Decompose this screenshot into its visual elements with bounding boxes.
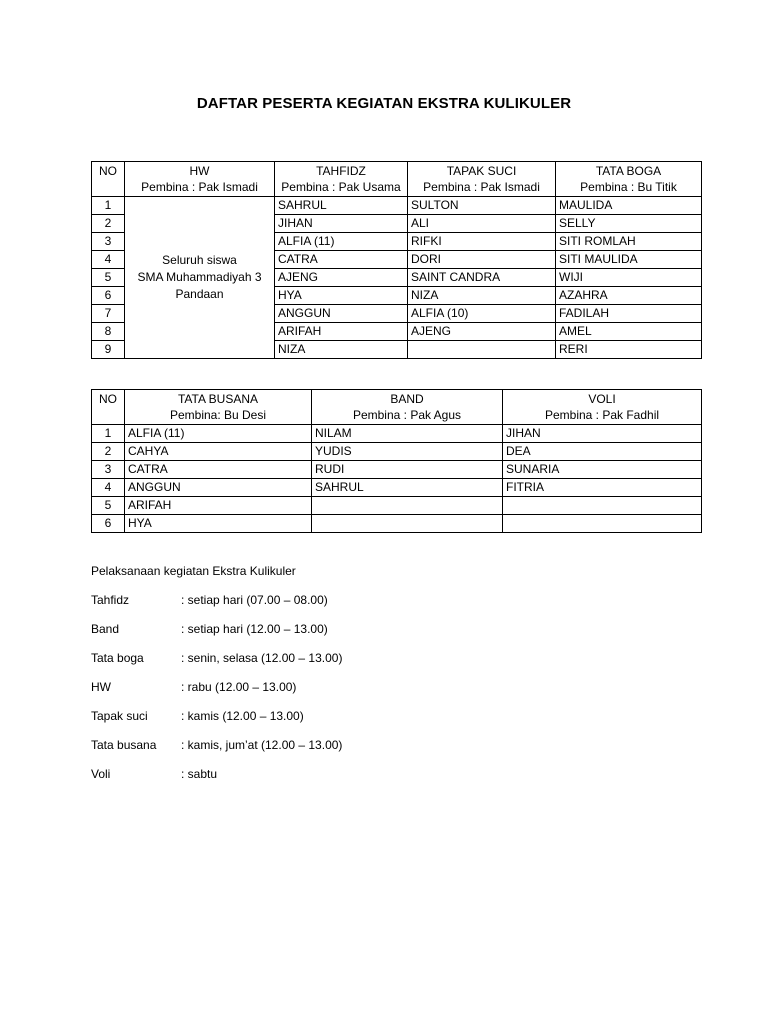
tahfidz-cell: NIZA — [275, 341, 408, 359]
row-number: 4 — [92, 479, 125, 497]
schedule-value: : setiap hari (07.00 – 08.00) — [181, 593, 328, 607]
header-hw: HW Pembina : Pak Ismadi — [125, 162, 275, 197]
tapak-suci-cell: SAINT CANDRA — [408, 269, 556, 287]
schedule-label: Tata boga — [91, 651, 144, 665]
schedule-item — [91, 679, 342, 708]
schedule-section — [91, 563, 342, 795]
row-number: 5 — [92, 269, 125, 287]
voli-cell — [503, 515, 702, 533]
schedule-item — [91, 592, 342, 621]
voli-cell: DEA — [503, 443, 702, 461]
voli-cell — [503, 497, 702, 515]
schedule-item — [91, 650, 342, 679]
table-row — [92, 479, 702, 497]
table-row — [92, 497, 702, 515]
participants-table-1 — [91, 161, 702, 359]
tapak-suci-cell — [408, 341, 556, 359]
header-voli: VOLI Pembina : Pak Fadhil — [503, 390, 702, 425]
tata-boga-cell: SITI ROMLAH — [556, 233, 702, 251]
header-no: NO — [92, 162, 125, 197]
band-cell — [312, 515, 503, 533]
tata-busana-cell: ARIFAH — [125, 497, 312, 515]
tahfidz-cell: ARIFAH — [275, 323, 408, 341]
tata-boga-cell: AMEL — [556, 323, 702, 341]
row-number: 1 — [92, 197, 125, 215]
tata-boga-cell: FADILAH — [556, 305, 702, 323]
schedule-intro: Pelaksanaan kegiatan Ekstra Kulikuler — [91, 564, 296, 578]
table-header-row — [92, 162, 702, 197]
tata-boga-cell: SELLY — [556, 215, 702, 233]
schedule-label: Band — [91, 622, 120, 636]
voli-cell: SUNARIA — [503, 461, 702, 479]
band-cell — [312, 497, 503, 515]
schedule-value: : kamis (12.00 – 13.00) — [181, 709, 304, 723]
row-number: 4 — [92, 251, 125, 269]
tahfidz-cell: HYA — [275, 287, 408, 305]
tahfidz-cell: SAHRUL — [275, 197, 408, 215]
header-band: BAND Pembina : Pak Agus — [312, 390, 503, 425]
table-row — [92, 443, 702, 461]
header-tapak-suci: TAPAK SUCI Pembina : Pak Ismadi — [408, 162, 556, 197]
tata-boga-cell: WIJI — [556, 269, 702, 287]
schedule-label: Tata busana — [91, 738, 157, 752]
header-tata-busana: TATA BUSANA Pembina: Bu Desi — [125, 390, 312, 425]
tapak-suci-cell: NIZA — [408, 287, 556, 305]
row-number: 9 — [92, 341, 125, 359]
schedule-label: Tapak suci — [91, 709, 148, 723]
schedule-label: HW — [91, 680, 111, 694]
document-title: DAFTAR PESERTA KEGIATAN EKSTRA KULIKULER — [196, 95, 572, 112]
tahfidz-cell: ALFIA (11) — [275, 233, 408, 251]
row-number: 8 — [92, 323, 125, 341]
row-number: 2 — [92, 443, 125, 461]
tapak-suci-cell: AJENG — [408, 323, 556, 341]
table-row — [92, 515, 702, 533]
schedule-value: : rabu (12.00 – 13.00) — [181, 680, 297, 694]
tata-busana-cell: CAHYA — [125, 443, 312, 461]
voli-cell: JIHAN — [503, 425, 702, 443]
schedule-value: : kamis, jum’at (12.00 – 13.00) — [181, 738, 343, 752]
header-tahfidz: TAHFIDZ Pembina : Pak Usama — [275, 162, 408, 197]
schedule-item — [91, 621, 342, 650]
tata-busana-cell: CATRA — [125, 461, 312, 479]
band-cell: RUDI — [312, 461, 503, 479]
row-number: 6 — [92, 515, 125, 533]
table-row — [92, 461, 702, 479]
band-cell: SAHRUL — [312, 479, 503, 497]
tahfidz-cell: JIHAN — [275, 215, 408, 233]
tapak-suci-cell: DORI — [408, 251, 556, 269]
row-number: 1 — [92, 425, 125, 443]
header-tata-boga: TATA BOGA Pembina : Bu Titik — [556, 162, 702, 197]
table-header-row — [92, 390, 702, 425]
schedule-value: : sabtu — [181, 767, 218, 781]
tahfidz-cell: CATRA — [275, 251, 408, 269]
schedule-item — [91, 708, 342, 737]
tapak-suci-cell: ALI — [408, 215, 556, 233]
tahfidz-cell: AJENG — [275, 269, 408, 287]
participants-table-2 — [91, 389, 702, 533]
tapak-suci-cell: RIFKI — [408, 233, 556, 251]
tapak-suci-cell: ALFIA (10) — [408, 305, 556, 323]
row-number: 7 — [92, 305, 125, 323]
tapak-suci-cell: SULTON — [408, 197, 556, 215]
row-number: 3 — [92, 461, 125, 479]
tata-boga-cell: RERI — [556, 341, 702, 359]
tata-busana-cell: HYA — [125, 515, 312, 533]
tata-boga-cell: SITI MAULIDA — [556, 251, 702, 269]
voli-cell: FITRIA — [503, 479, 702, 497]
table-row — [92, 425, 702, 443]
row-number: 6 — [92, 287, 125, 305]
schedule-value: : senin, selasa (12.00 – 13.00) — [181, 651, 343, 665]
row-number: 2 — [92, 215, 125, 233]
hw-participants-cell: Seluruh siswa SMA Muhammadiyah 3 Pandaan — [125, 197, 275, 359]
header-no: NO — [92, 390, 125, 425]
band-cell: NILAM — [312, 425, 503, 443]
schedule-label: Tahfidz — [91, 593, 130, 607]
schedule-value: : setiap hari (12.00 – 13.00) — [181, 622, 328, 636]
row-number: 5 — [92, 497, 125, 515]
table-row — [92, 197, 702, 215]
tata-boga-cell: MAULIDA — [556, 197, 702, 215]
row-number: 3 — [92, 233, 125, 251]
schedule-label: Voli — [91, 767, 111, 781]
band-cell: YUDIS — [312, 443, 503, 461]
schedule-item — [91, 766, 342, 795]
tata-boga-cell: AZAHRA — [556, 287, 702, 305]
tahfidz-cell: ANGGUN — [275, 305, 408, 323]
schedule-item — [91, 737, 342, 766]
tata-busana-cell: ALFIA (11) — [125, 425, 312, 443]
tata-busana-cell: ANGGUN — [125, 479, 312, 497]
